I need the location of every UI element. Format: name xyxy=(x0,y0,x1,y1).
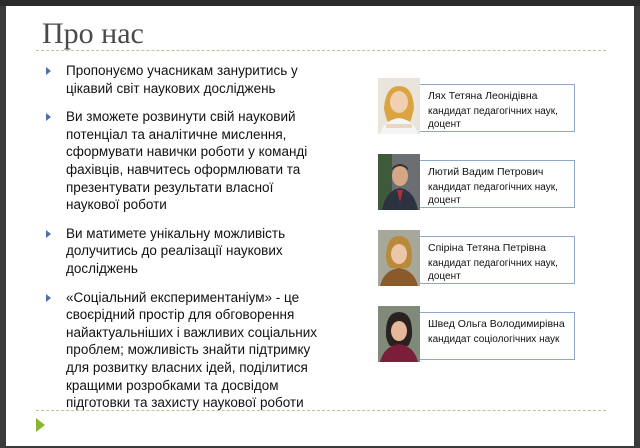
bullet-triangle-icon xyxy=(46,113,51,121)
bullet-triangle-icon xyxy=(46,67,51,75)
person-name: Швед Ольга Володимирівна xyxy=(428,318,565,330)
person-card xyxy=(378,306,578,362)
bullet-triangle-icon xyxy=(46,294,51,302)
bullet-item xyxy=(46,62,326,97)
title-divider xyxy=(36,50,606,51)
person-degree: кандидат педагогічних наук, доцент xyxy=(428,106,558,130)
person-degree: кандидат соціологічних наук xyxy=(428,334,560,345)
person-degree: кандидат педагогічних наук, доцент xyxy=(428,182,558,206)
person-card xyxy=(378,154,578,210)
person-degree: кандидат педагогічних наук, доцент xyxy=(428,258,558,282)
portrait-photo xyxy=(378,154,420,210)
slide-title: Про нас xyxy=(42,17,144,50)
bullet-triangle-icon xyxy=(46,230,51,238)
person-name: Спіріна Тетяна Петрівна xyxy=(428,242,546,254)
person-info-box xyxy=(420,160,575,208)
person-card xyxy=(378,78,578,134)
triangle-right-icon[interactable] xyxy=(36,418,45,432)
bullet-text: Пропонуємо учасникам зануритись у цікавий світ наукових досліджень xyxy=(66,63,298,96)
bullet-text: Ви зможете розвинути свій науковий потенціал та аналітичне мислення, сформувати навички роботи у команді фахівців, навчитесь оформлювати та презентувати результати власної наукової роботи xyxy=(66,109,308,213)
person-name: Лях Тетяна Леонідівна xyxy=(428,90,538,102)
portrait-photo xyxy=(378,306,420,362)
bullet-item xyxy=(46,289,326,412)
footer-divider xyxy=(36,410,606,411)
bullet-item xyxy=(46,108,326,214)
portrait-photo xyxy=(378,78,420,134)
bullet-text: Ви матимете унікальну можливість долучитись до реалізації наукових досліджень xyxy=(66,225,286,276)
presentation-slide xyxy=(6,6,634,446)
portrait-photo xyxy=(378,230,420,286)
person-info-box xyxy=(420,84,575,132)
person-info-box xyxy=(420,236,575,284)
bullet-item xyxy=(46,225,326,278)
person-info-box xyxy=(420,312,575,360)
bullet-list xyxy=(46,62,326,423)
bullet-text: «Соціальний експериментаніум» - це своєрідний простір для обговорення найактуальніших і важливих соціальних проблем; можливість знайти підтримку для розвитку власних ідей, поділитися кращими розробками та досвідом підготовки та захисту наукової роботи xyxy=(66,289,317,411)
person-card xyxy=(378,230,578,286)
person-name: Лютий Вадим Петрович xyxy=(428,166,544,178)
